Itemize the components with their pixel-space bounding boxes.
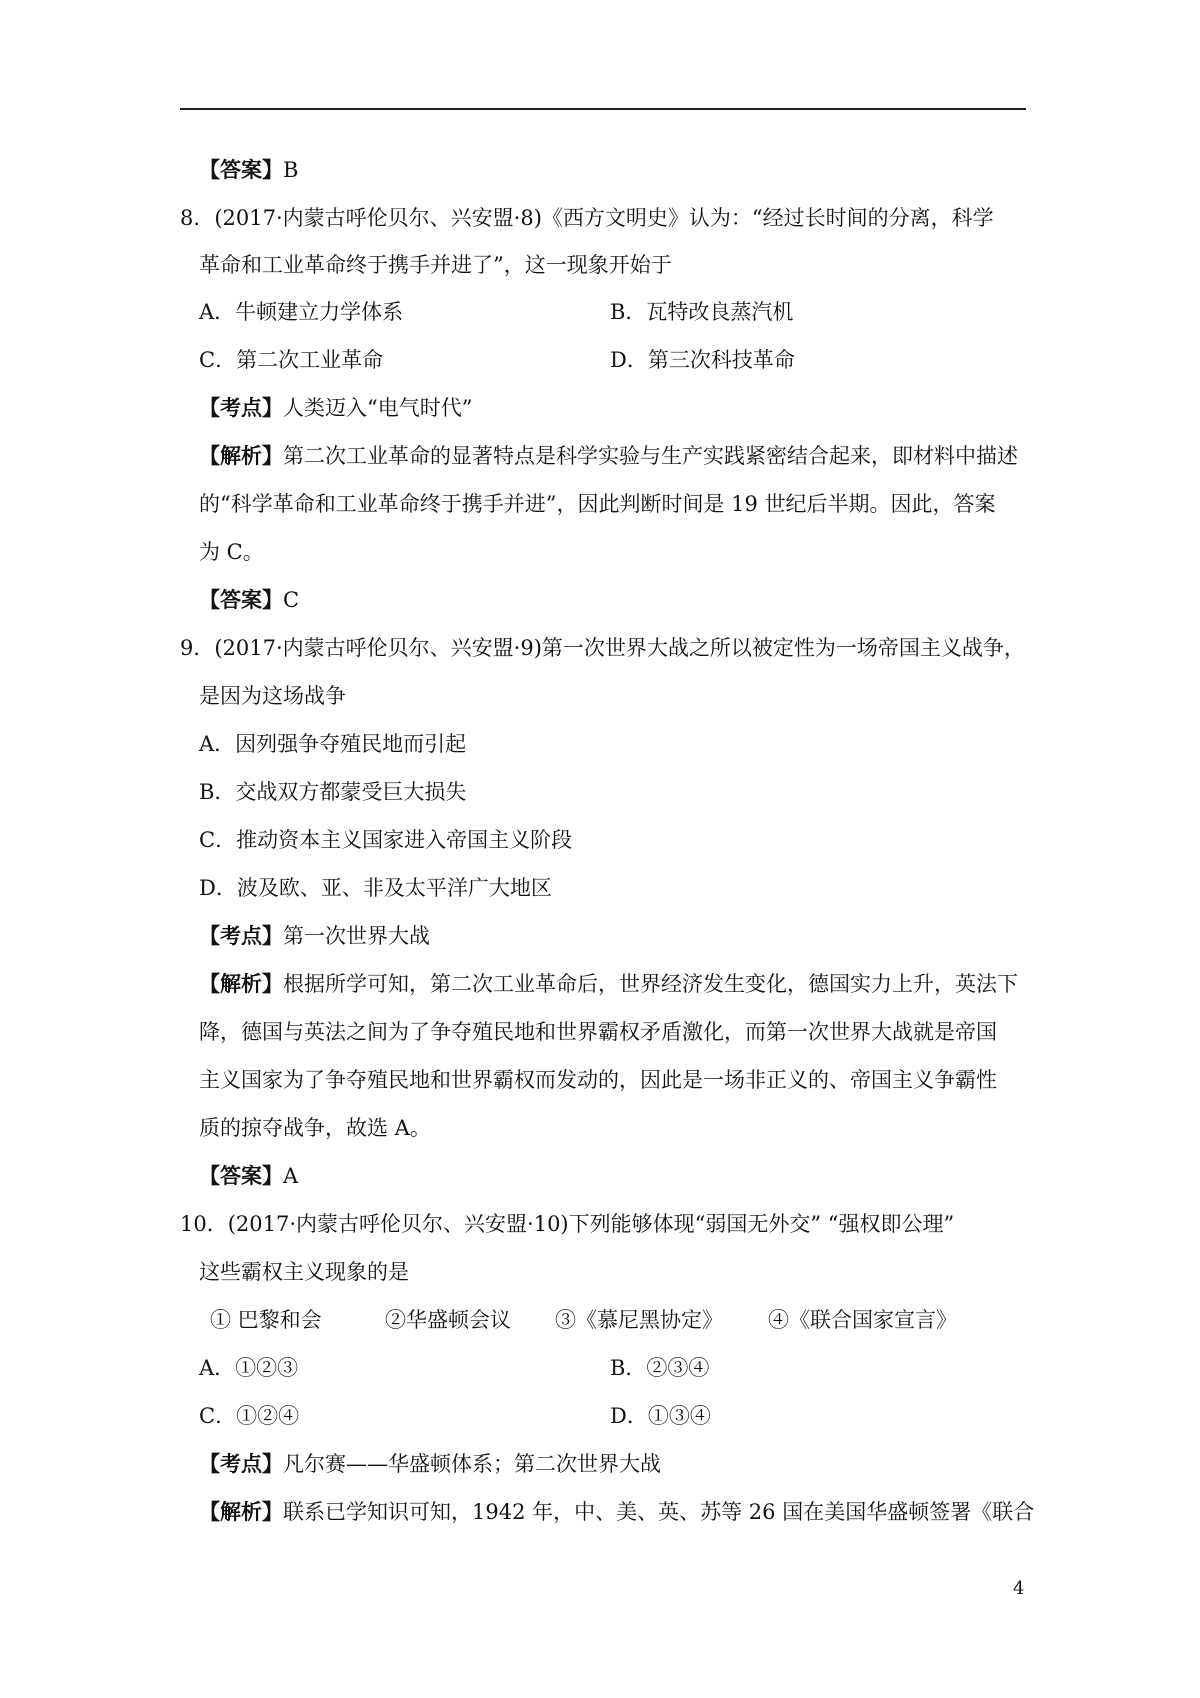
q9-answer: 【答案】A	[199, 1163, 299, 1188]
q10-option-b: B．②③④	[610, 1356, 710, 1380]
q10-item-4: ④《联合国家宣言》	[768, 1308, 957, 1332]
q10-item-3: ③《慕尼黑协定》	[555, 1308, 723, 1332]
q9-kaodian: 【考点】第一次世界大战	[199, 923, 430, 948]
q10-stem-line2: 这些霸权主义现象的是	[199, 1260, 409, 1284]
q9-option-b: B．交战双方都蒙受巨大损失	[199, 780, 467, 804]
q10-option-d: D．①③④	[610, 1404, 711, 1428]
q10-option-a: A．①②③	[199, 1356, 299, 1380]
q8-stem-line2: 革命和工业革命终于携手并进了”，这一现象开始于	[199, 253, 672, 277]
q8-jiexi-line1: 【解析】第二次工业革命的显著特点是科学实验与生产实践紧密结合起来，即材料中描述	[199, 443, 1018, 468]
q10-stem-line1: 10．(2017·内蒙古呼伦贝尔、兴安盟·10)下列能够体现“弱国无外交” “强权即公理”	[180, 1212, 955, 1236]
q9-stem-line2: 是因为这场战争	[199, 684, 346, 708]
q10-item-1: ① 巴黎和会	[210, 1308, 322, 1332]
q8-kaodian: 【考点】人类迈入“电气时代”	[199, 395, 473, 420]
q8-answer: 【答案】C	[199, 587, 300, 612]
q8-option-a: A．牛顿建立力学体系	[199, 300, 404, 324]
q10-item-2: ②华盛顿会议	[385, 1308, 511, 1332]
q10-option-c: C．①②④	[199, 1404, 300, 1428]
q9-jiexi-line4: 质的掠夺战争，故选 A。	[199, 1116, 431, 1140]
q9-option-a: A．因列强争夺殖民地而引起	[199, 732, 467, 756]
q10-jiexi-line1: 【解析】联系已学知识可知，1942 年，中、美、英、苏等 26 国在美国华盛顿签署《联合	[199, 1499, 1035, 1524]
q8-option-c: C．第二次工业革命	[199, 348, 384, 372]
q9-jiexi-line2: 降，德国与英法之间为了争夺殖民地和世界霸权矛盾激化，而第一次世界大战就是帝国	[199, 1020, 997, 1044]
q10-kaodian: 【考点】凡尔赛——华盛顿体系；第二次世界大战	[199, 1451, 661, 1476]
q8-option-d: D．第三次科技革命	[610, 348, 795, 372]
q8-jiexi-line2: 的“科学革命和工业革命终于携手并进”，因此判断时间是 19 世纪后半期。因此，答案	[199, 492, 996, 516]
q8-option-b: B．瓦特改良蒸汽机	[610, 300, 794, 324]
q9-stem-line1: 9．(2017·内蒙古呼伦贝尔、兴安盟·9)第一次世界大战之所以被定性为一场帝国主义战争，	[180, 636, 1025, 660]
q9-option-d: D．波及欧、亚、非及太平洋广大地区	[199, 876, 552, 900]
q8-jiexi-line3: 为 C。	[199, 540, 264, 564]
answer-7: 【答案】B	[199, 157, 299, 182]
q9-option-c: C．推动资本主义国家进入帝国主义阶段	[199, 828, 573, 852]
q8-stem-line1: 8．(2017·内蒙古呼伦贝尔、兴安盟·8)《西方文明史》认为：“经过长时间的分离，科学	[180, 206, 994, 230]
page-number: 4	[1013, 1578, 1025, 1599]
header-rule	[180, 108, 1026, 110]
q9-jiexi-line3: 主义国家为了争夺殖民地和世界霸权而发动的，因此是一场非正义的、帝国主义争霸性	[199, 1068, 997, 1092]
q9-jiexi-line1: 【解析】根据所学可知，第二次工业革命后，世界经济发生变化，德国实力上升，英法下	[199, 971, 1018, 996]
